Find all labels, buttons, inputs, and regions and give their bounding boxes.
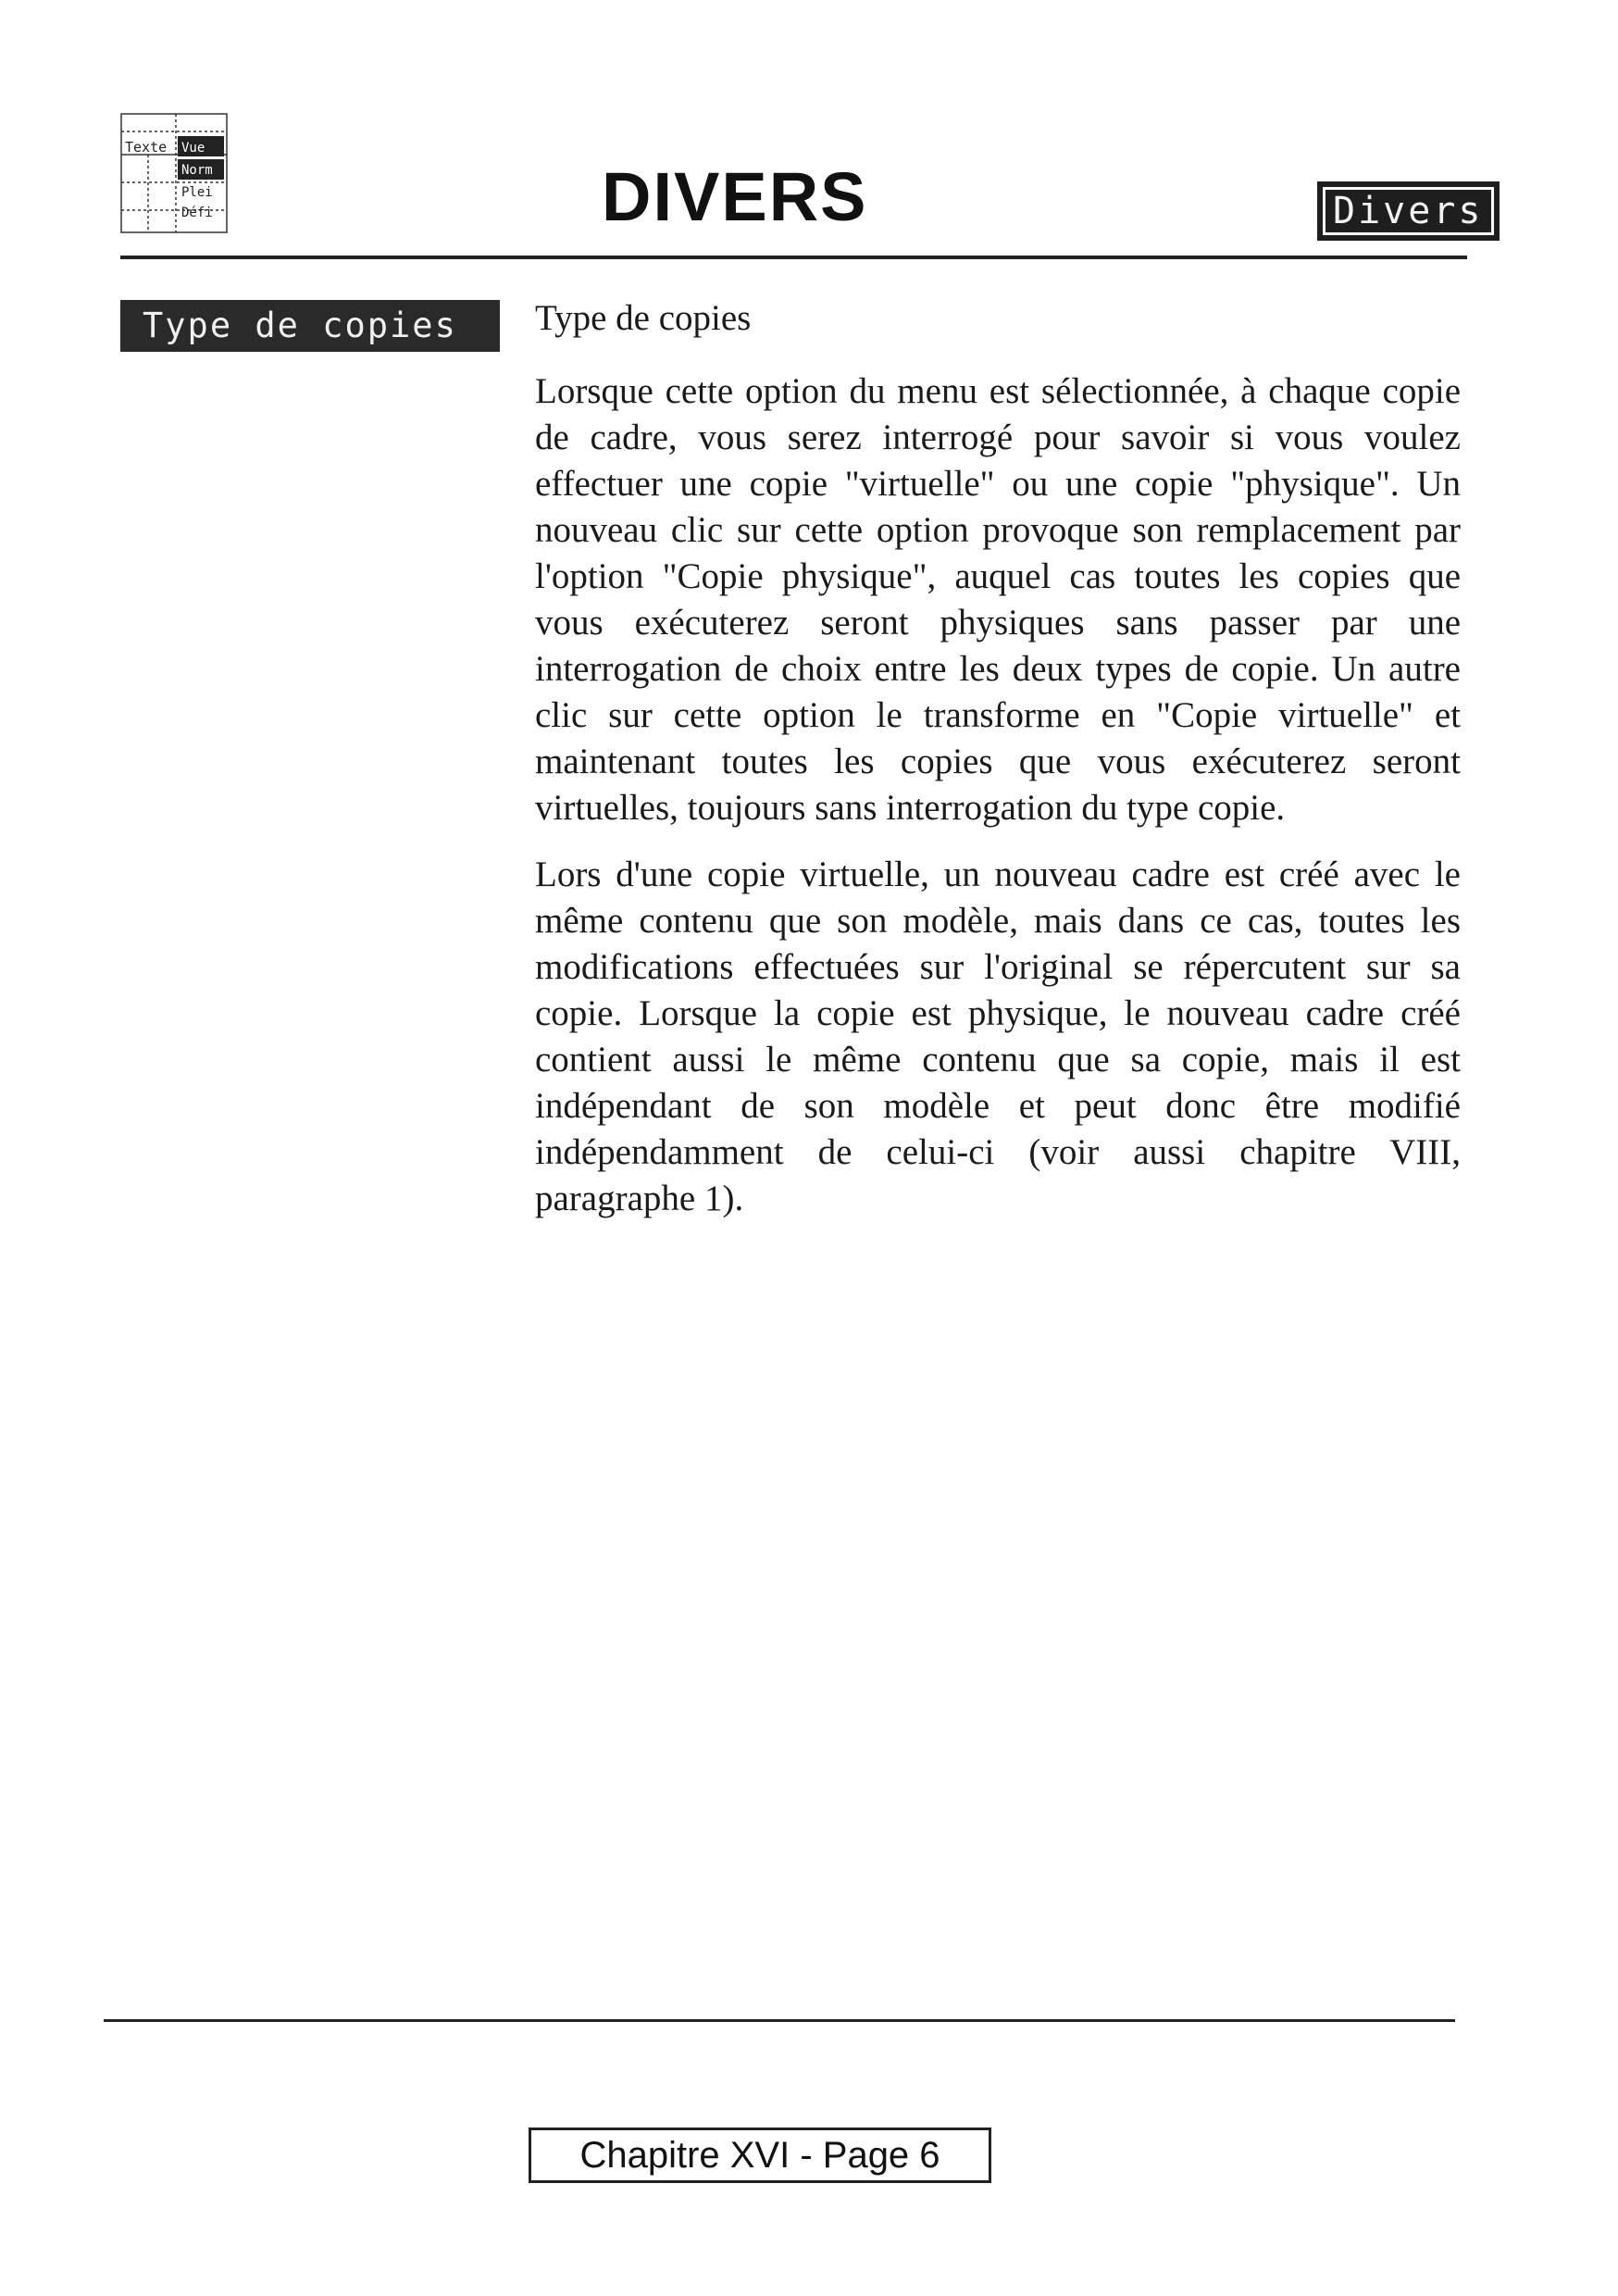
menu-icon-item-1: Vue (181, 141, 205, 156)
menu-icon-item-2: Norm (181, 163, 213, 178)
main-content (535, 296, 1461, 1242)
topic-tag: Type de copies (120, 300, 500, 352)
section-tag: Divers (1317, 181, 1500, 241)
menu-icon-text-label: Texte (125, 139, 168, 156)
paragraph-1: Lorsque cette option du menu est sélectionnée, à chaque copie de cadre, vous serez interrogé pour savoir si vous voulez effectuer une copie "virtuelle" ou une copie "physique". Un nouveau clic sur cette option provoque son remplacement par l'option "Copie physique", auquel cas toutes les copies que vous exécuterez seront physiques sans passer par une interrogation de choix entre les deux types de copie. Un autre clic sur cette option le transforme en "Copie virtuelle" et maintenant toutes les copies que vous exécuterez seront virtuelles, toujours sans interrogation du type copie. (535, 371, 1461, 828)
paragraph-2: Lors d'une copie virtuelle, un nouveau cadre est créé avec le même contenu que son modèle, mais dans ce cas, toutes les modifications effectuées sur l'original se répercutent sur sa copie. Lorsque la copie est physique, le nouveau cadre créé contient aussi le même contenu que sa copie, mais il est indépendant de son modèle et peut donc être modifié indépendamment de celui-ci (voir aussi chapitre VIII, paragraphe 1). (535, 855, 1461, 1218)
menu-icon-item-3: Plei (181, 185, 213, 200)
page-number-label: Chapitre XVI - Page 6 (529, 2128, 991, 2183)
header-divider (120, 256, 1467, 259)
footer-divider (104, 2019, 1455, 2022)
page-title: DIVERS (602, 158, 868, 235)
menu-icon-item-4: Défi (181, 206, 213, 220)
menu-icon (120, 113, 228, 233)
section-subtitle: Type de copies (535, 298, 752, 338)
